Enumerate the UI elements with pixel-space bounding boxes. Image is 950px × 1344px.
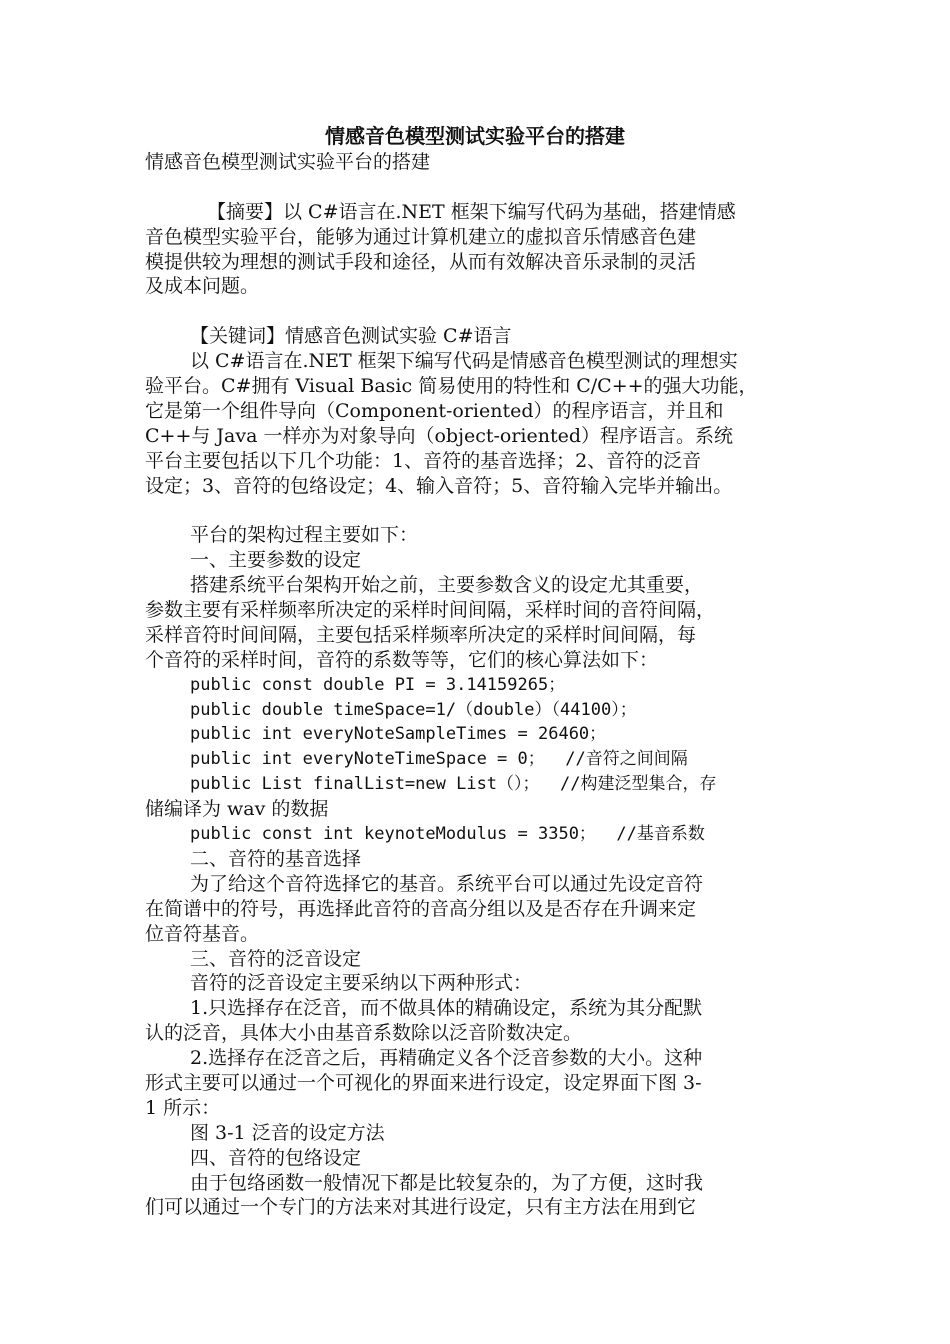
text-line: 认的泛音，具体大小由基音系数除以泛音阶数决定。 [145, 1022, 583, 1045]
text-line: 1 所示： [145, 1096, 221, 1119]
text-line: 及成本问题。 [145, 275, 260, 298]
section-3-item-1 [145, 996, 825, 1046]
text-line: 它是第一个组件导向（Component-oriented）的程序语言，并且和 [145, 399, 724, 422]
text-line: 平台主要包括以下几个功能：1、音符的基音选择；2、音符的泛音 [145, 449, 702, 472]
code-line: public const double PI = 3.14159265； [190, 674, 566, 695]
text-line: 1.只选择存在泛音，而不做具体的精确设定，系统为其分配默 [190, 997, 703, 1020]
section-3-intro: 音符的泛音设定主要采纳以下两种形式： [190, 972, 533, 995]
intro-paragraph [145, 349, 825, 498]
keywords-line: 【关键词】情感音色测试实验 C#语言 [190, 325, 512, 348]
spacer [145, 299, 825, 324]
spacer [145, 175, 825, 200]
text-line: 模提供较为理想的测试手段和途径，从而有效解决音乐录制的灵活 [145, 250, 697, 273]
text-line: 在简谱中的符号，再选择此音符的音高分组以及是否存在升调来定 [145, 897, 697, 920]
text-line: 形式主要可以通过一个可视化的界面来进行设定，设定界面下图 3- [145, 1071, 702, 1094]
code-wrap-line: 储编译为 wav 的数据 [145, 798, 329, 821]
code-line: public List finalList=new List（）； //构建泛型集合，存 [190, 774, 717, 795]
text-line: 采样音符时间间隔，主要包括采样频率所决定的采样时间间隔，每 [145, 623, 697, 646]
section-1-paragraph [145, 573, 825, 673]
document-subtitle: 情感音色模型测试实验平台的搭建 [145, 151, 431, 173]
text-line: 位音符基音。 [145, 922, 260, 945]
text-line: 【摘要】以 C#语言在.NET 框架下编写代码为基础，搭建情感 [207, 200, 736, 223]
text-line: 个音符的采样时间，音符的系数等等，它们的核心算法如下： [145, 648, 659, 671]
section-heading: 三、音符的泛音设定 [190, 947, 362, 970]
text-line: 为了给这个音符选择它的基音。系统平台可以通过先设定音符 [190, 872, 704, 895]
section-heading: 二、音符的基音选择 [190, 847, 362, 870]
figure-caption: 图 3-1 泛音的设定方法 [190, 1121, 385, 1144]
text-line: 搭建系统平台架构开始之前，主要参数含义的设定尤其重要， [190, 574, 704, 597]
code-line: public double timeSpace=1/（double）（44100）； [190, 699, 637, 720]
code-line: public int everyNoteTimeSpace = 0； //音符之间间隔 [190, 749, 688, 770]
abstract-paragraph [145, 200, 825, 300]
document-title: 情感音色模型测试实验平台的搭建 [325, 124, 625, 148]
section-4-paragraph [145, 1171, 825, 1221]
text-line: C++与 Java 一样亦为对象导向（object-oriented）程序语言。系统 [145, 424, 734, 447]
code-block [145, 673, 825, 847]
section-heading: 一、主要参数的设定 [190, 549, 362, 572]
text-line: 音色模型实验平台，能够为通过计算机建立的虚拟音乐情感音色建 [145, 225, 697, 248]
text-line: 参数主要有采样频率所决定的采样时间间隔，采样时间的音符间隔， [145, 599, 716, 622]
text-line: 以 C#语言在.NET 框架下编写代码是情感音色模型测试的理想实 [190, 350, 738, 373]
code-line: public int everyNoteSampleTimes = 26460； [190, 724, 607, 745]
text-line: 们可以通过一个专门的方法来对其进行设定，只有主方法在用到它 [145, 1196, 697, 1219]
section-2-paragraph [145, 872, 825, 947]
section-heading: 四、音符的包络设定 [190, 1146, 362, 1169]
section-3-item-2 [145, 1046, 825, 1121]
spacer [145, 498, 825, 523]
code-line: public const int keynoteModulus = 3350； //基音系数 [190, 824, 705, 845]
text-line: 设定；3、音符的包络设定；4、输入音符；5、音符输入完毕并输出。 [145, 474, 733, 497]
text-line: 验平台。C#拥有 Visual Basic 简易使用的特性和 C/C++的强大功能， [145, 375, 758, 398]
text-line: 由于包络函数一般情况下都是比较复杂的，为了方便，这时我 [190, 1171, 704, 1194]
document-body [145, 150, 825, 1220]
text-line: 2.选择存在泛音之后，再精确定义各个泛音参数的大小。这种 [190, 1047, 703, 1070]
architecture-intro: 平台的架构过程主要如下： [190, 524, 419, 547]
